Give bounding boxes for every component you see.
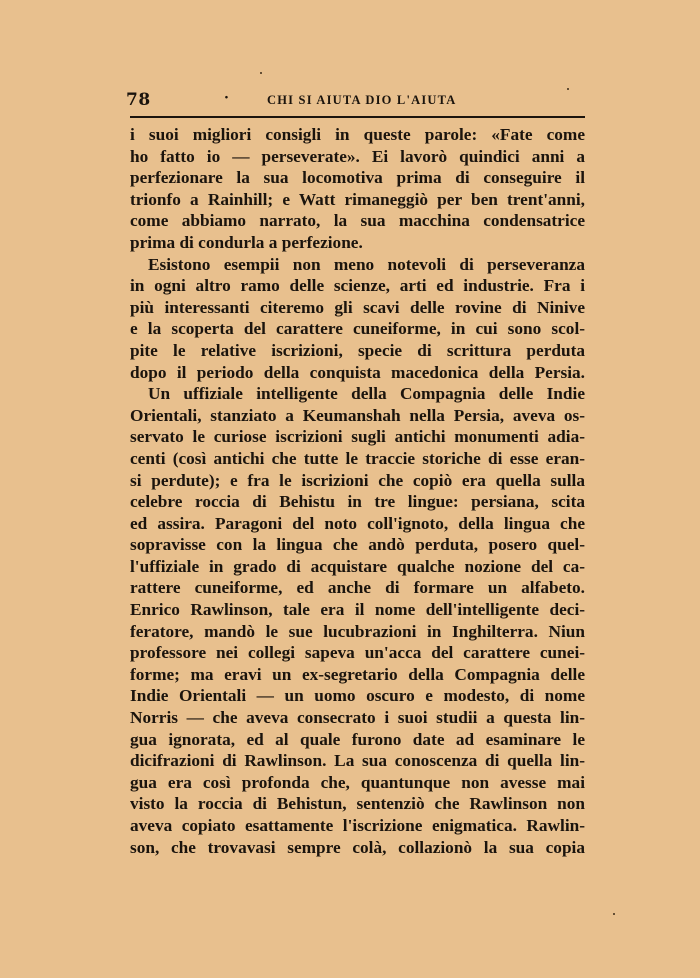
running-head: CHI SI AIUTA DIO L'AIUTA [267,93,457,107]
text-line: ho fatto io — perseverate». Ei lavorò quindici anni a [130,146,585,166]
text-line: gua era così profonda che, quantunque non avesse mai [130,772,585,792]
text-line: Orientali, stanziato a Keumanshah nella Persia, aveva os- [130,405,585,425]
text-line: servato le curiose iscrizioni sugli antichi monumenti adia- [130,427,585,447]
text-line: trionfo a Rainhill; e Watt rimaneggiò per ben trent'anni, [130,189,585,209]
text-line: rattere cuneiforme, ed anche di formare un alfabeto. [130,578,585,598]
text-line: l'uffiziale in grado di acquistare qualche nozione del ca- [130,556,585,576]
text-line: e la scoperta del carattere cuneiforme, in cui sono scol- [130,319,585,339]
page-number: 78 [126,90,151,110]
text-line: in ogni altro ramo delle scienze, arti ed industrie. Fra i [130,276,585,296]
text-line: aveva copiato esattamente l'iscrizione enigmatica. Rawlin- [130,816,585,835]
paper-speck [260,72,262,74]
text-line: i suoi migliori consigli in queste parole: «Fate come [130,125,585,144]
text-line: centi (così antichi che tutte le traccie storiche di esse eran- [130,448,585,468]
text-line: forme; ma eravi un ex-segretario della Compagnia delle [130,664,585,684]
paper-speck [613,913,615,915]
text-line: Esistono esempii non meno notevoli di perseveranza [148,254,585,274]
text-line: Enrico Rawlinson, tale era il nome dell'intelligente deci- [130,600,585,620]
text-line: son, che trovavasi sempre colà, collazionò la sua copia [130,837,585,857]
text-line: più interessanti citeremo gli scavi delle rovine di Ninive [130,297,585,317]
paper-speck [567,88,569,90]
text-line: si perdute); e fra le iscrizioni che copiò era quella sulla [130,470,585,490]
text-line: Norris — che aveva consecrato i suoi studii a questa lin- [130,708,585,728]
text-line: perfezionare la sua locomotiva prima di conseguire il [130,168,585,188]
header-separator: · [224,90,229,106]
text-line: celebre roccia di Behistu in tre lingue: persiana, scita [130,492,585,512]
text-line: ed assira. Paragoni del noto coll'ignoto, della lingua che [130,513,585,533]
header-rule [130,116,585,118]
text-line: gua ignorata, ed al quale furono date ad esaminare le [130,729,585,749]
text-line: visto la roccia di Behistun, sentenziò che Rawlinson non [130,794,585,814]
text-line: Indie Orientali — un uomo oscuro e modesto, di nome [130,686,585,706]
text-line: feratore, mandò le sue lucubrazioni in Inghilterra. Niun [130,621,585,641]
text-line: prima di condurla a perfezione. [130,232,363,252]
text-line: Un uffiziale intelligente della Compagnia delle Indie [148,384,585,404]
body-text [130,124,585,858]
text-line: dopo il periodo della conquista macedonica della Persia. [130,362,585,382]
page-header [126,90,586,112]
text-line: professore nei collegi sapeva un'acca del carattere cunei- [130,643,585,663]
text-line: sopravisse con la lingua che andò perduta, posero quel- [130,535,585,555]
text-line: dicifrazioni di Rawlinson. La sua conoscenza di quella lin- [130,751,585,771]
text-line: come abbiamo narrato, la sua macchina condensatrice [130,211,585,231]
text-line: pite le relative iscrizioni, specie di scrittura perduta [130,340,585,360]
